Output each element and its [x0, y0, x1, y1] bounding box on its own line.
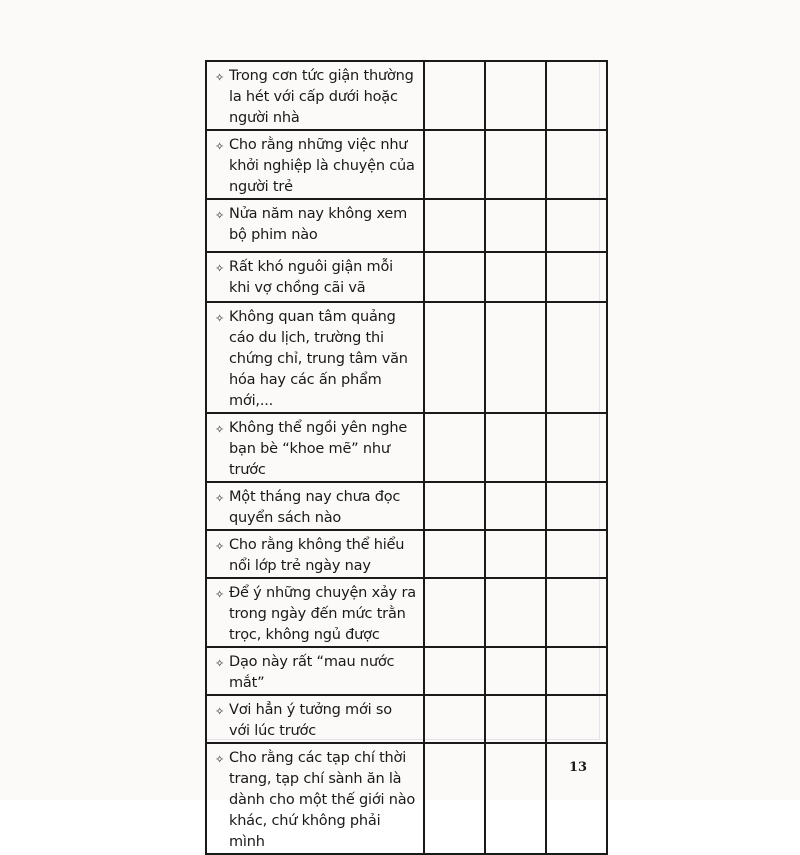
item-cell — [206, 130, 424, 199]
check-box[interactable] — [546, 130, 607, 199]
check-box[interactable] — [424, 743, 485, 854]
table-row — [206, 199, 607, 252]
check-box[interactable] — [424, 252, 485, 302]
check-box[interactable] — [485, 252, 546, 302]
table-row — [206, 302, 607, 413]
bullet-icon: ✧ — [215, 209, 225, 222]
bullet-icon: ✧ — [215, 492, 225, 505]
check-box[interactable] — [424, 199, 485, 252]
check-box[interactable] — [546, 482, 607, 530]
bullet-icon: ✧ — [215, 262, 225, 275]
bullet-icon: ✧ — [215, 140, 225, 153]
check-box[interactable] — [424, 130, 485, 199]
bullet-icon: ✧ — [215, 423, 225, 436]
check-box[interactable] — [485, 530, 546, 578]
check-box[interactable] — [424, 647, 485, 695]
item-text: Cho rằng những việc như khởi nghiệp là chuyện của người trẻ — [229, 137, 415, 195]
item-cell — [206, 199, 424, 252]
table-row — [206, 530, 607, 578]
table-row — [206, 252, 607, 302]
check-box[interactable] — [424, 61, 485, 130]
item-text: Để ý những chuyện xảy ra trong ngày đến mức trằn trọc, không ngủ được — [229, 585, 416, 643]
check-box[interactable] — [424, 530, 485, 578]
bullet-icon: ✧ — [215, 657, 225, 670]
table-row — [206, 61, 607, 130]
check-box[interactable] — [546, 530, 607, 578]
item-cell — [206, 413, 424, 482]
check-box[interactable] — [485, 695, 546, 743]
item-text: Rất khó nguôi giận mỗi khi vợ chồng cãi vã — [229, 259, 393, 296]
bullet-icon: ✧ — [215, 312, 225, 325]
check-box[interactable] — [546, 252, 607, 302]
item-cell — [206, 482, 424, 530]
table-row — [206, 413, 607, 482]
table-row — [206, 743, 607, 854]
check-box[interactable] — [546, 578, 607, 647]
check-box[interactable] — [485, 130, 546, 199]
item-cell — [206, 530, 424, 578]
item-text: Nửa năm nay không xem bộ phim nào — [229, 206, 408, 243]
item-cell — [206, 695, 424, 743]
item-cell — [206, 743, 424, 854]
check-box[interactable] — [546, 302, 607, 413]
item-cell — [206, 252, 424, 302]
item-text: Trong cơn tức giận thường la hét với cấp dưới hoặc người nhà — [229, 68, 414, 126]
check-box[interactable] — [546, 61, 607, 130]
check-box[interactable] — [424, 482, 485, 530]
check-box[interactable] — [485, 647, 546, 695]
check-box[interactable] — [485, 743, 546, 854]
item-text: Dạo này rất “mau nước mắt” — [229, 654, 395, 691]
item-text: Cho rằng các tạp chí thời trang, tạp chí sành ăn là dành cho một thế giới nào khác, chứ không phải mình — [229, 750, 416, 850]
check-box[interactable] — [424, 302, 485, 413]
check-box[interactable] — [546, 647, 607, 695]
check-box[interactable] — [424, 695, 485, 743]
item-text: Không thể ngồi yên nghe bạn bè “khoe mẽ” như trước — [229, 420, 408, 478]
check-box[interactable] — [485, 578, 546, 647]
table-row — [206, 695, 607, 743]
table-row — [206, 647, 607, 695]
table-row — [206, 130, 607, 199]
check-box[interactable] — [485, 413, 546, 482]
check-box[interactable] — [546, 695, 607, 743]
item-text: Cho rằng không thể hiểu nổi lớp trẻ ngày nay — [229, 537, 405, 574]
table-row — [206, 482, 607, 530]
bullet-icon: ✧ — [215, 588, 225, 601]
check-box[interactable] — [546, 199, 607, 252]
item-text: Không quan tâm quảng cáo du lịch, trường thi chứng chỉ, trung tâm văn hóa hay các ấn phẩm mới,... — [229, 309, 408, 409]
table-row — [206, 578, 607, 647]
check-box[interactable] — [485, 302, 546, 413]
item-text: Vơi hẳn ý tưởng mới so với lúc trước — [229, 702, 392, 739]
check-box[interactable] — [485, 482, 546, 530]
bullet-icon: ✧ — [215, 705, 225, 718]
check-box[interactable] — [546, 413, 607, 482]
check-box[interactable] — [485, 199, 546, 252]
bullet-icon: ✧ — [215, 71, 225, 84]
item-cell — [206, 647, 424, 695]
page-number: 13 — [569, 760, 588, 775]
bullet-icon: ✧ — [215, 540, 225, 553]
item-text: Một tháng nay chưa đọc quyển sách nào — [229, 489, 401, 526]
check-box[interactable] — [424, 578, 485, 647]
item-cell — [206, 578, 424, 647]
check-box[interactable] — [424, 413, 485, 482]
check-box[interactable] — [485, 61, 546, 130]
checklist-table — [205, 60, 608, 855]
item-cell — [206, 61, 424, 130]
bullet-icon: ✧ — [215, 753, 225, 766]
item-cell — [206, 302, 424, 413]
